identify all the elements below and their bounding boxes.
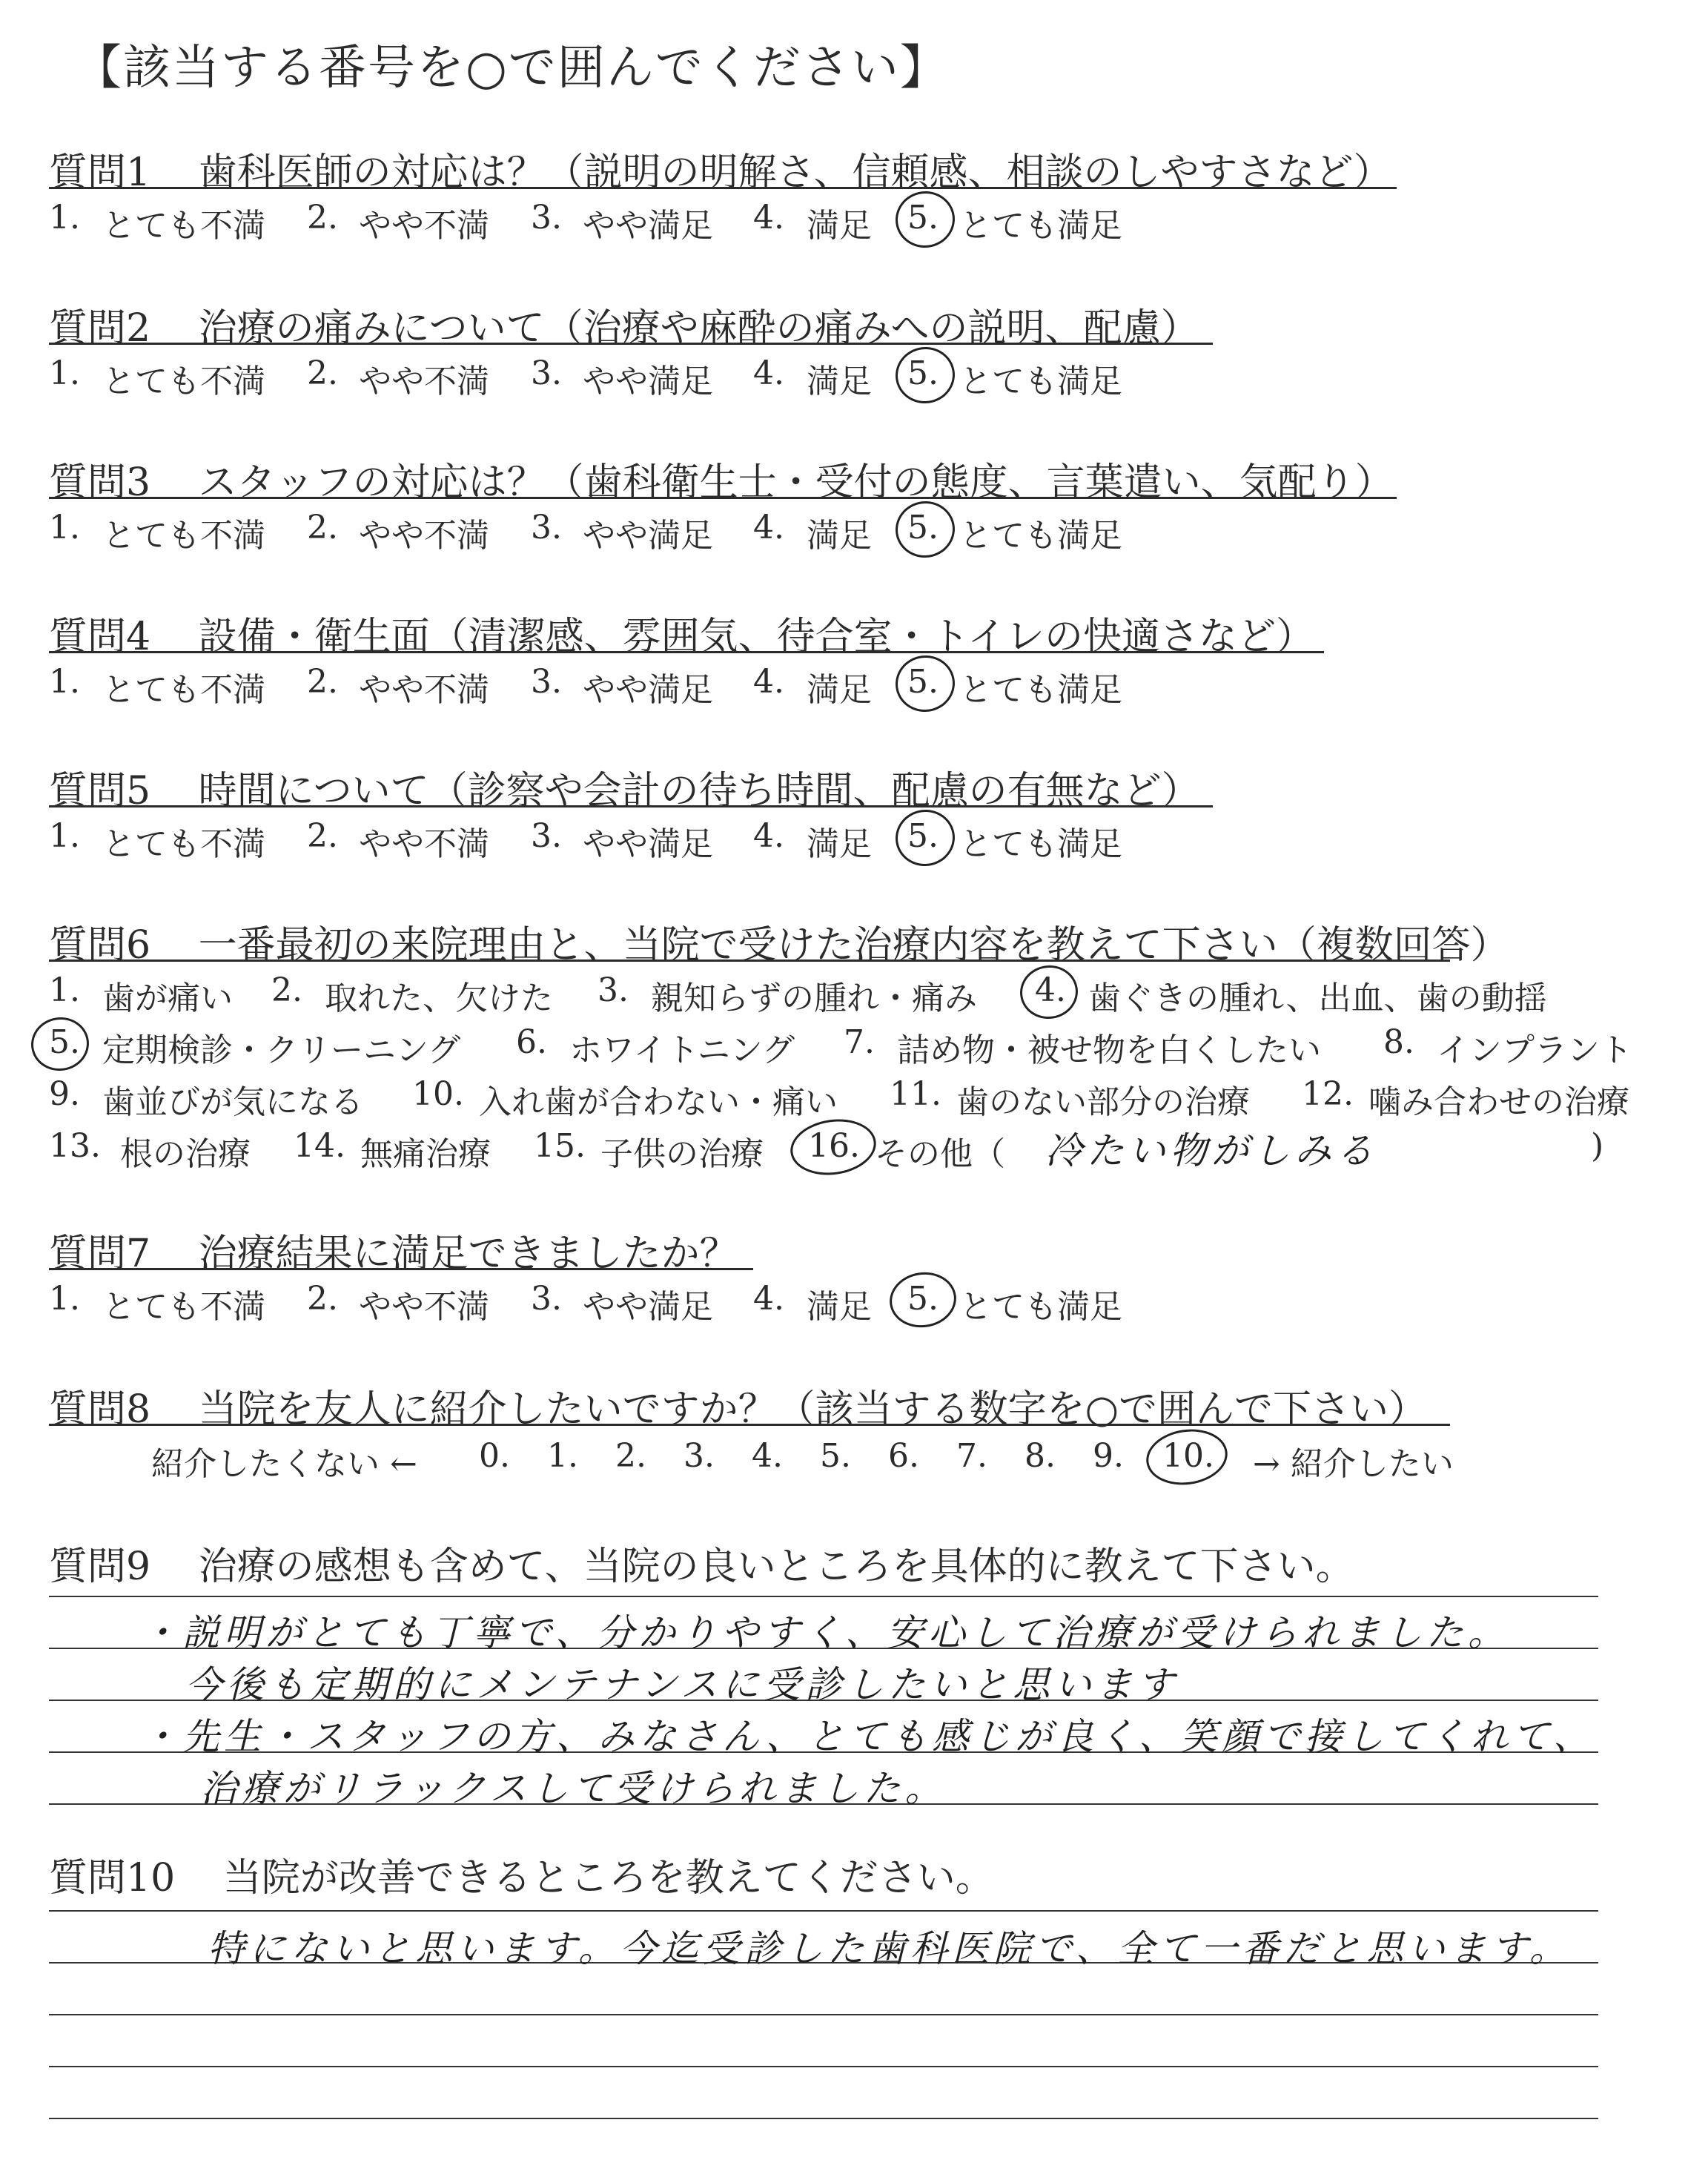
option-label[interactable]: 取れた、欠けた (325, 980, 553, 1017)
writing-line (49, 2066, 1598, 2067)
scale-right-label: → 紹介したい (1253, 1445, 1454, 1483)
option-label[interactable]: 満足 (807, 1288, 872, 1326)
question-9-heading (49, 1535, 1354, 1591)
option-label[interactable]: やや満足 (583, 825, 713, 863)
option-label[interactable]: やや不満 (359, 517, 489, 555)
option-label[interactable]: やや満足 (583, 517, 713, 555)
option-number[interactable]: 3. (531, 817, 562, 855)
option-number[interactable]: 3. (598, 971, 629, 1009)
option-number[interactable]: 16. (808, 1127, 860, 1165)
option-label[interactable]: 子供の治療 (600, 1135, 764, 1173)
option-number[interactable]: 2. (307, 354, 338, 392)
question-10-label: 質問10 (49, 1856, 176, 1900)
option-close-paren: ) (1591, 1127, 1604, 1165)
option-number[interactable]: 12. (1302, 1075, 1354, 1113)
option-number[interactable]: 9. (49, 1075, 80, 1113)
option-number[interactable]: 14. (294, 1127, 345, 1165)
q9-handwritten-line: ・先生・スタッフの方、みなさん、とても感じが良く、笑顔で接してくれて、 (141, 1715, 1595, 1758)
option-number[interactable]: 13. (49, 1127, 101, 1165)
option-number[interactable]: 1. (49, 817, 80, 855)
writing-line (49, 1910, 1598, 1912)
option-number[interactable]: 1. (49, 971, 80, 1009)
option-label[interactable]: とても不満 (102, 671, 265, 709)
question-5-text: 時間について（診察や会計の待ち時間、配慮の有無など） (198, 769, 1200, 813)
scale-number[interactable]: 6. (888, 1437, 919, 1475)
page-title: 【該当する番号を○で囲んでください】 (74, 41, 949, 96)
option-number[interactable]: 2. (307, 509, 338, 546)
option-number[interactable]: 1. (49, 663, 80, 701)
question-8-label: 質問8 (49, 1387, 151, 1432)
question-10-text: 当院が改善できるところを教えてください。 (222, 1856, 994, 1900)
option-label[interactable]: とても不満 (102, 207, 265, 245)
writing-line (49, 2118, 1598, 2119)
question-6-text: 一番最初の来院理由と、当院で受けた治療内容を教えて下さい（複数回答） (198, 923, 1509, 968)
question-1-label: 質問1 (49, 151, 151, 195)
option-number[interactable]: 5. (49, 1023, 80, 1061)
scale-number[interactable]: 7. (956, 1437, 987, 1475)
option-label[interactable]: 歯のない部分の治療 (956, 1083, 1250, 1121)
option-number[interactable]: 5. (907, 199, 939, 237)
scale-left-label: 紹介したくない ← (151, 1445, 417, 1483)
option-label[interactable]: 詰め物・被せ物を白くしたい (897, 1031, 1321, 1069)
option-number[interactable]: 4. (753, 199, 784, 237)
question-3-text: スタッフの対応は？（歯科衛生士・受付の態度、言葉遣い、気配り） (198, 460, 1394, 505)
question-4-rule (49, 651, 1324, 653)
option-label[interactable]: とても満足 (959, 207, 1122, 245)
option-label[interactable]: やや不満 (359, 1288, 489, 1326)
q6-other-handwritten: 冷たい物がしみる (1045, 1129, 1377, 1172)
option-label[interactable]: インプラント (1437, 1031, 1632, 1069)
option-number[interactable]: 4. (1035, 971, 1066, 1009)
option-number[interactable]: 5. (907, 354, 939, 392)
option-label[interactable]: とても満足 (959, 671, 1122, 709)
scale-number[interactable]: 5. (820, 1437, 851, 1475)
option-number[interactable]: 1. (49, 199, 80, 237)
option-label[interactable]: その他（ (875, 1135, 1005, 1173)
option-label[interactable]: とても満足 (959, 363, 1122, 400)
option-label[interactable]: とても不満 (102, 363, 265, 400)
option-label[interactable]: やや不満 (359, 671, 489, 709)
scale-number[interactable]: 3. (683, 1437, 715, 1475)
question-3-label: 質問3 (49, 460, 151, 505)
option-number[interactable]: 4. (753, 817, 784, 855)
question-7-label: 質問7 (49, 1232, 151, 1276)
option-label[interactable]: 無痛治療 (360, 1135, 491, 1173)
option-number[interactable]: 7. (844, 1023, 875, 1061)
question-4-text: 設備・衛生面（清潔感、雰囲気、待合室・トイレの快適さなど） (198, 615, 1315, 659)
question-9-text: 治療の感想も含めて、当院の良いところを具体的に教えて下さい。 (198, 1545, 1354, 1589)
q9-handwritten-line: 今後も定期的にメンテナンスに受診したいと思います (185, 1663, 1179, 1706)
scale-number[interactable]: 4. (752, 1437, 783, 1475)
option-label[interactable]: 満足 (807, 517, 872, 555)
question-6-label: 質問6 (49, 923, 151, 968)
scale-number[interactable]: 8. (1025, 1437, 1056, 1475)
question-7-rule (49, 1268, 753, 1270)
option-number[interactable]: 4. (753, 509, 784, 546)
scale-number[interactable]: 1. (547, 1437, 578, 1475)
question-8-text: 当院を友人に紹介したいですか？（該当する数字を○で囲んで下さい） (198, 1387, 1427, 1432)
option-number[interactable]: 5. (907, 1280, 939, 1318)
option-number[interactable]: 2. (307, 663, 338, 701)
option-label[interactable]: やや満足 (583, 363, 713, 400)
question-1-text: 歯科医師の対応は？（説明の明解さ、信頼感、相談のしやすさなど） (198, 151, 1392, 195)
option-label[interactable]: 親知らずの腫れ・痛み (651, 980, 977, 1017)
option-label[interactable]: やや満足 (583, 671, 713, 709)
option-number[interactable]: 3. (531, 354, 562, 392)
option-label[interactable]: 根の治療 (120, 1135, 251, 1173)
question-10-heading (49, 1846, 994, 1902)
option-number[interactable]: 3. (531, 509, 562, 546)
option-number[interactable]: 1. (49, 1280, 80, 1318)
question-2-rule (49, 343, 1213, 345)
option-number[interactable]: 15. (534, 1127, 586, 1165)
question-1-rule (49, 187, 1397, 189)
option-label[interactable]: 噛み合わせの治療 (1368, 1083, 1629, 1121)
option-label[interactable]: やや不満 (359, 207, 489, 245)
option-number[interactable]: 2. (307, 817, 338, 855)
option-number[interactable]: 3. (531, 663, 562, 701)
option-number[interactable]: 4. (753, 663, 784, 701)
writing-line (49, 2014, 1598, 2015)
option-label[interactable]: とても不満 (102, 517, 265, 555)
question-9-label: 質問9 (49, 1545, 151, 1589)
question-4-label: 質問4 (49, 615, 151, 659)
option-label[interactable]: とても不満 (102, 825, 265, 863)
option-label[interactable]: 歯並びが気になる (102, 1083, 363, 1121)
writing-line (49, 1596, 1598, 1597)
scale-number[interactable]: 0. (479, 1437, 510, 1475)
option-label[interactable]: とても満足 (959, 517, 1122, 555)
option-number[interactable]: 2. (271, 971, 302, 1009)
option-number[interactable]: 5. (907, 509, 939, 546)
question-2-text: 治療の痛みについて（治療や麻酔の痛みへの説明、配慮） (198, 306, 1199, 351)
question-2-label: 質問2 (49, 306, 151, 351)
option-label[interactable]: やや満足 (583, 1288, 713, 1326)
option-label[interactable]: 歯が痛い (102, 980, 233, 1017)
question-5-rule (49, 805, 1213, 807)
option-label[interactable]: やや不満 (359, 363, 489, 400)
option-number[interactable]: 1. (49, 509, 80, 546)
option-number[interactable]: 3. (531, 1280, 562, 1318)
option-label[interactable]: とても満足 (959, 1288, 1122, 1326)
option-number[interactable]: 2. (307, 1280, 338, 1318)
option-label[interactable]: とても不満 (102, 1288, 265, 1326)
q10-handwritten-line: 特にないと思います。今迄受診した歯科医院で、全て一番だと思います。 (208, 1927, 1571, 1970)
q9-handwritten-line: 治療がリラックスして受けられました。 (200, 1767, 947, 1810)
option-label[interactable]: 歯ぐきの腫れ、出血、歯の動揺 (1088, 980, 1547, 1017)
option-number[interactable]: 8. (1383, 1023, 1414, 1061)
scale-number[interactable]: 10. (1162, 1437, 1214, 1475)
question-5-label: 質問5 (49, 769, 151, 813)
option-number[interactable]: 5. (907, 817, 939, 855)
option-label[interactable]: やや満足 (583, 207, 713, 245)
option-label[interactable]: 定期検診・クリーニング (102, 1031, 461, 1069)
option-number[interactable]: 4. (753, 1280, 784, 1318)
question-3-rule (49, 497, 1397, 499)
option-label[interactable]: やや不満 (359, 825, 489, 863)
option-number[interactable]: 5. (907, 663, 939, 701)
option-number[interactable]: 1. (49, 354, 80, 392)
option-label[interactable]: とても満足 (959, 825, 1122, 863)
option-label[interactable]: ホワイトニング (569, 1031, 795, 1069)
option-label[interactable]: 満足 (807, 363, 872, 400)
option-number[interactable]: 6. (516, 1023, 547, 1061)
scale-number[interactable]: 9. (1093, 1437, 1124, 1475)
question-6-rule (49, 960, 1450, 962)
option-number[interactable]: 4. (753, 354, 784, 392)
option-number[interactable]: 2. (307, 199, 338, 237)
question-8-rule (49, 1424, 1450, 1426)
option-number[interactable]: 11. (890, 1075, 941, 1113)
option-label[interactable]: 満足 (807, 207, 872, 245)
option-label[interactable]: 入れ歯が合わない・痛い (479, 1083, 838, 1121)
scale-number[interactable]: 2. (615, 1437, 646, 1475)
option-number[interactable]: 3. (531, 199, 562, 237)
q9-handwritten-line: ・説明がとても丁寧で、分かりやすく、安心して治療が受けられました。 (141, 1611, 1509, 1654)
option-label[interactable]: 満足 (807, 671, 872, 709)
question-7-text: 治療結果に満足できましたか？ (198, 1232, 738, 1276)
option-number[interactable]: 10. (412, 1075, 464, 1113)
option-label[interactable]: 満足 (807, 825, 872, 863)
